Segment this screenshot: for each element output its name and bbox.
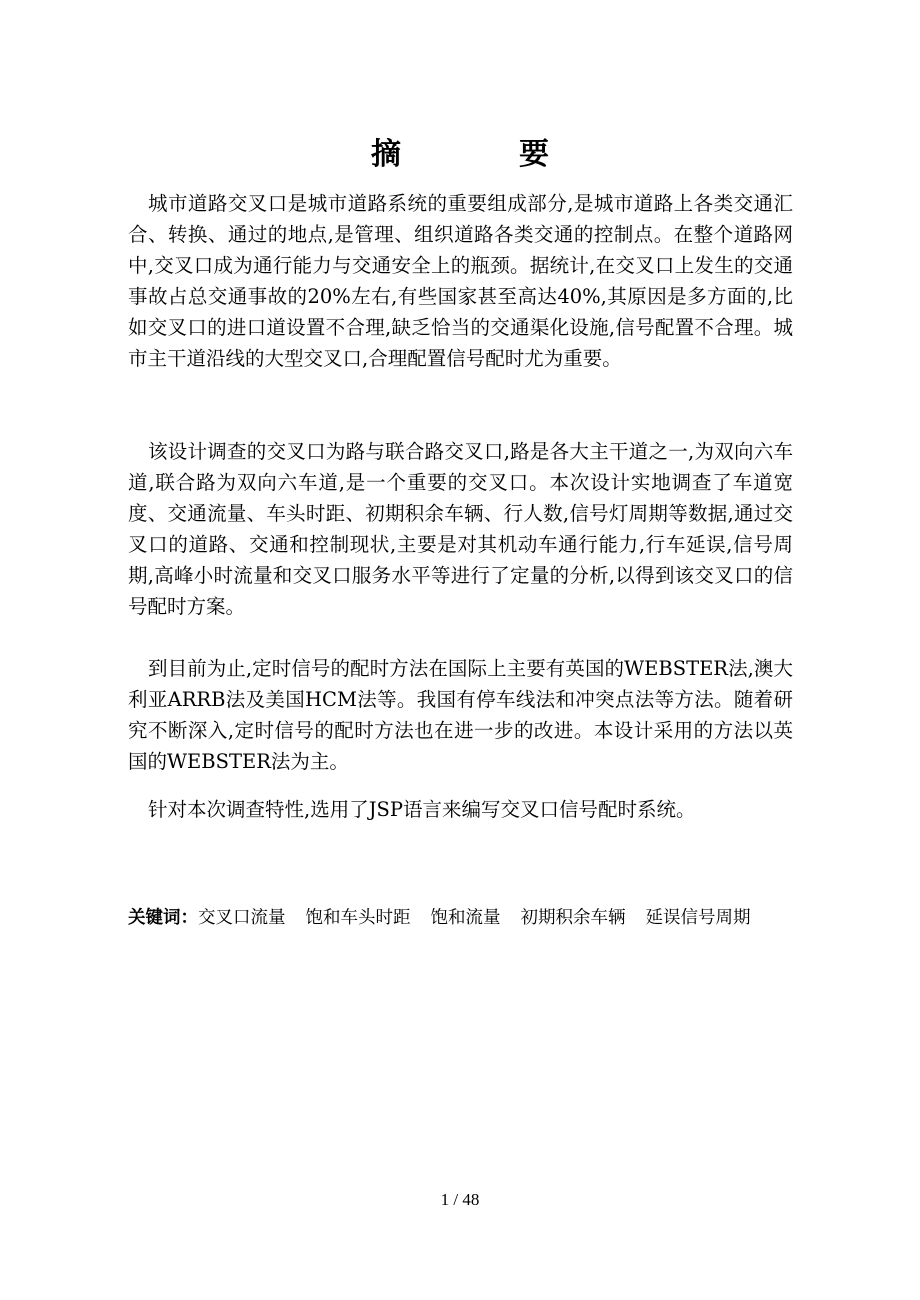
keyword-2: 饱和车头时距 (305, 908, 411, 928)
abstract-paragraph-1: 城市道路交叉口是城市道路系统的重要组成部分,是城市道路上各类交通汇合、转换、通过的地点,是管理、组织道路各类交通的控制点。在整个道路网中,交叉口成为通行能力与交通安全上的瓶颈。据统计,在交叉口上发生的交通事故占总交通事故的20%左右,有些国家甚至高达40%,其原因是多方面的,比如交叉口的进口道设置不合理,缺乏恰当的交通渠化设施,信号配置不合理。城市主干道沿线的大型交叉口,合理配置信号配时尤为重要。 (128, 192, 793, 370)
keyword-3: 饱和流量 (430, 908, 501, 928)
keyword-1: 交叉口流量 (198, 908, 286, 928)
abstract-paragraph-4: 针对本次调查特性,选用了JSP语言来编写交叉口信号配时系统。 (148, 798, 696, 821)
page-number: 1 / 48 (440, 1190, 480, 1209)
keyword-5: 延误信号周期 (645, 908, 751, 928)
abstract-paragraph-2: 该设计调查的交叉口为路与联合路交叉口,路是各大主干道之一,为双向六车道,联合路为双向六车道,是一个重要的交叉口。本次设计实地调查了车道宽度、交通流量、车头时距、初期积余车辆、行人数,信号灯周期等数据,通过交叉口的道路、交通和控制现状,主要是对其机动车通行能力,行车延误,信号周期,高峰小时流量和交叉口服务水平等进行了定量的分析,以得到该交叉口的信号配时方案。 (128, 440, 793, 618)
abstract-paragraph-3: 到目前为止,定时信号的配时方法在国际上主要有英国的WEBSTER法,澳大利亚ARRB法及美国HCM法等。我国有停车线法和冲突点法等方法。随着研究不断深入,定时信号的配时方法也在进一步的改进。本设计采用的方法以英国的WEBSTER法为主。 (128, 657, 793, 773)
keywords-line (128, 904, 808, 932)
keyword-4: 初期积余车辆 (520, 908, 626, 928)
keywords-label: 关键词： (128, 908, 198, 928)
page-title: 摘 要 (371, 137, 593, 172)
